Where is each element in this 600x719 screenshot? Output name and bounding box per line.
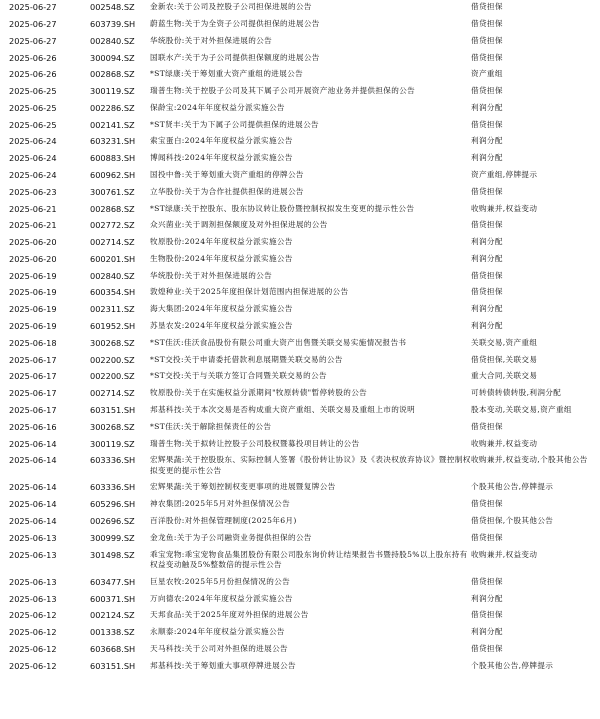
table-row [0, 658, 600, 675]
announcement-title-cell: *ST绿康:关于控股东、股东协议转让股份暨控制权拟发生变更的提示性公告 [150, 203, 415, 213]
stock-code-cell: 300999.SZ [90, 532, 135, 543]
stock-code-cell: 603151.SH [90, 404, 136, 415]
category-tag-cell: 借贷担保 [471, 270, 503, 280]
category-tag-cell: 个股其他公告,停牌提示 [471, 660, 554, 670]
date-cell: 2025-06-12 [9, 610, 57, 621]
category-tag-cell: 利润分配 [471, 136, 503, 146]
date-cell: 2025-06-14 [9, 499, 57, 510]
announcement-title-cell: 天邦食品:关于2025年度对外担保的进展公告 [150, 610, 309, 620]
category-tag-cell: 借贷担保 [471, 2, 503, 12]
table-row [0, 641, 600, 658]
date-cell: 2025-06-25 [9, 102, 57, 113]
table-row [0, 49, 600, 66]
table-row [0, 530, 600, 547]
stock-code-cell: 600201.SH [90, 253, 136, 264]
date-cell: 2025-06-14 [9, 438, 57, 449]
category-tag-cell: 借贷担保,关联交易 [471, 354, 538, 364]
table-row [0, 385, 600, 402]
stock-code-cell: 002200.SZ [90, 354, 135, 365]
category-tag-cell: 资产重组,停牌提示 [471, 170, 538, 179]
table-row [0, 435, 600, 452]
table-row [0, 83, 600, 100]
category-tag-cell: 借贷担保 [471, 576, 503, 586]
date-cell: 2025-06-14 [9, 455, 57, 466]
announcement-title-cell: 金龙鱼:关于为子公司融资业务提供担保的公告 [150, 532, 312, 542]
table-row [0, 574, 600, 591]
announcement-title-cell: 永顺泰:2024年年度权益分派实施公告 [150, 627, 285, 637]
date-cell: 2025-06-19 [9, 270, 57, 281]
announcement-title-cell: 保龄宝:2024年年度权益分派实施公告 [150, 102, 285, 112]
date-cell: 2025-06-17 [9, 371, 57, 382]
date-cell: 2025-06-23 [9, 186, 57, 197]
category-tag-cell: 个股其他公告,停牌提示 [471, 482, 554, 492]
announcement-title-cell: 金新农:关于公司及控股子公司担保进展的公告 [150, 2, 312, 12]
date-cell: 2025-06-17 [9, 354, 57, 365]
table-row [0, 16, 600, 33]
table-row [0, 351, 600, 368]
stock-code-cell: 002548.SZ [90, 2, 135, 13]
table-row [0, 200, 600, 217]
stock-code-cell: 002696.SZ [90, 516, 135, 527]
table-row [0, 167, 600, 184]
category-tag-cell: 关联交易,资产重组 [471, 337, 538, 347]
date-cell: 2025-06-21 [9, 220, 57, 231]
stock-code-cell: 603477.SH [90, 576, 136, 587]
category-tag-cell: 收购兼并,权益变动 [471, 438, 538, 448]
stock-code-cell: 002868.SZ [90, 203, 135, 214]
category-tag-cell: 借贷担保 [471, 610, 503, 620]
date-cell: 2025-06-12 [9, 627, 57, 638]
announcement-title-cell: 众兴菌业:关于调剂担保额度及对外担保进展的公告 [150, 220, 328, 230]
announcement-title-cell: *ST佳沃:佳沃食品股份有限公司重大资产出售暨关联交易实施情况报告书 [150, 337, 407, 347]
date-cell: 2025-06-20 [9, 237, 57, 248]
date-cell: 2025-06-19 [9, 304, 57, 315]
announcement-title-cell: 海大集团:2024年年度权益分派实施公告 [150, 304, 293, 314]
date-cell: 2025-06-13 [9, 576, 57, 587]
table-row [0, 301, 600, 318]
announcement-title-cell: *ST佳沃:关于解除担保责任的公告 [150, 421, 272, 431]
date-cell: 2025-06-13 [9, 549, 57, 560]
category-tag-cell: 借贷担保 [471, 86, 503, 96]
stock-code-cell: 300119.SZ [90, 86, 135, 97]
date-cell: 2025-06-17 [9, 404, 57, 415]
announcement-title-cell: *ST绿康:关于筹划重大资产重组的进展公告 [150, 69, 304, 79]
announcement-title-cell: 百洋股份:对外担保管理制度(2025年6月) [150, 516, 297, 526]
category-tag-cell: 利润分配 [471, 253, 503, 263]
category-tag-cell: 借贷担保 [471, 35, 503, 45]
announcement-title-cell: 邦基科技:关于本次交易是否构成重大资产重组、关联交易及重组上市的说明 [150, 404, 416, 414]
date-cell: 2025-06-12 [9, 660, 57, 671]
category-tag-cell: 利润分配 [471, 321, 503, 331]
announcement-title-cell: 邦基科技:关于筹划重大事项停牌进展公告 [150, 660, 296, 670]
stock-code-cell: 002141.SZ [90, 119, 135, 130]
table-row [0, 513, 600, 530]
stock-code-cell: 002200.SZ [90, 371, 135, 382]
table-row [0, 590, 600, 607]
date-cell: 2025-06-24 [9, 170, 57, 180]
category-tag-cell: 借贷担保 [471, 186, 503, 196]
date-cell: 2025-06-13 [9, 593, 57, 604]
announcement-title-cell: 巨星农牧:2025年5月份担保情况的公告 [150, 576, 291, 586]
announcement-title-cell: 万向德农:2024年年度权益分派实施公告 [150, 593, 293, 603]
date-cell: 2025-06-24 [9, 153, 57, 164]
category-tag-cell: 利润分配 [471, 593, 503, 603]
date-cell: 2025-06-16 [9, 421, 57, 432]
category-tag-cell: 借贷担保 [471, 18, 503, 28]
table-row [0, 184, 600, 201]
stock-code-cell: 600962.SH [90, 170, 136, 180]
announcement-title-cell: 国联水产:关于为子公司提供担保额度的进展公告 [150, 52, 320, 62]
category-tag-cell: 利润分配 [471, 102, 503, 112]
date-cell: 2025-06-25 [9, 86, 57, 97]
announcement-title-cell: 立华股份:关于为合作社提供担保的进展公告 [150, 186, 304, 196]
category-tag-cell: 利润分配 [471, 153, 503, 163]
stock-code-cell: 301498.SZ [90, 549, 135, 560]
table-row [0, 0, 600, 16]
table-row [0, 402, 600, 419]
stock-code-cell: 300119.SZ [90, 438, 135, 449]
date-cell: 2025-06-27 [9, 35, 57, 46]
stock-code-cell: 300761.SZ [90, 186, 135, 197]
date-cell: 2025-06-18 [9, 337, 57, 348]
table-row [0, 624, 600, 641]
stock-code-cell: 002840.SZ [90, 35, 135, 46]
announcement-title-cell: 敦煌种业:关于2025年度担保计划范围内担保进展的公告 [150, 287, 349, 297]
stock-code-cell: 603336.SH [90, 455, 136, 466]
date-cell: 2025-06-25 [9, 119, 57, 130]
table-row [0, 133, 600, 150]
stock-code-cell: 300094.SZ [90, 52, 135, 63]
category-tag-cell: 借贷担保 [471, 52, 503, 62]
stock-code-cell: 600354.SH [90, 287, 136, 298]
category-tag-cell: 资产重组 [471, 69, 503, 79]
category-tag-cell: 利润分配 [471, 627, 503, 637]
table-row [0, 217, 600, 234]
announcement-title-cell: 乖宝宠物:乖宝宠物食品集团股份有限公司股东询价转让结果报告书暨持股5%以上股东持有权益变动触及5%整数倍的提示性公告 [150, 549, 468, 569]
stock-code-cell: 300268.SZ [90, 421, 135, 432]
category-tag-cell: 借贷担保 [471, 499, 503, 509]
stock-code-cell: 603336.SH [90, 482, 136, 493]
announcement-title-cell: 华统股份:关于对外担保进展的公告 [150, 35, 273, 45]
stock-code-cell: 002714.SZ [90, 388, 135, 399]
table-row [0, 452, 600, 479]
date-cell: 2025-06-21 [9, 203, 57, 214]
category-tag-cell: 收购兼并,权益变动,个股其他公告 [471, 455, 588, 465]
table-row [0, 33, 600, 50]
announcement-title-cell: 苏垦农发:2024年年度权益分派实施公告 [150, 321, 293, 331]
table-row [0, 318, 600, 335]
announcement-title-cell: 索宝蛋白:2024年年度权益分派实施公告 [150, 136, 293, 146]
stock-code-cell: 002311.SZ [90, 304, 135, 315]
date-cell: 2025-06-26 [9, 52, 57, 63]
category-tag-cell: 借贷担保 [471, 421, 503, 431]
date-cell: 2025-06-13 [9, 532, 57, 543]
date-cell: 2025-06-19 [9, 287, 57, 298]
table-row [0, 66, 600, 83]
date-cell: 2025-06-17 [9, 388, 57, 399]
table-row [0, 234, 600, 251]
announcement-title-cell: 瑞普生物:关于控股子公司及其下属子公司开展资产池业务并提供担保的公告 [150, 86, 416, 96]
category-tag-cell: 可转债转债转股,利润分配 [471, 388, 562, 398]
category-tag-cell: 借贷担保,个股其他公告 [471, 516, 554, 526]
stock-code-cell: 603231.SH [90, 136, 136, 147]
date-cell: 2025-06-24 [9, 136, 57, 147]
announcement-title-cell: 宏辉果蔬:关于筹划控制权变更事项的进展暨复牌公告 [150, 482, 336, 492]
stock-code-cell: 300268.SZ [90, 337, 135, 348]
stock-code-cell: 600883.SH [90, 153, 136, 164]
stock-code-cell: 603668.SH [90, 643, 136, 654]
stock-code-cell: 002124.SZ [90, 610, 135, 621]
stock-code-cell: 600371.SH [90, 593, 136, 604]
table-row [0, 335, 600, 352]
table-row [0, 368, 600, 385]
table-row [0, 150, 600, 167]
stock-code-cell: 601952.SH [90, 321, 136, 332]
category-tag-cell: 重大合同,关联交易 [471, 371, 538, 381]
announcement-title-cell: 华统股份:关于对外担保进展的公告 [150, 270, 273, 280]
announcement-title-cell: 天马科技:关于公司对外担保的进展公告 [150, 643, 288, 653]
stock-code-cell: 002286.SZ [90, 102, 135, 113]
category-tag-cell: 收购兼并,权益变动 [471, 549, 538, 559]
table-row [0, 100, 600, 117]
category-tag-cell: 借贷担保 [471, 643, 503, 653]
stock-code-cell: 001338.SZ [90, 627, 135, 638]
stock-code-cell: 603151.SH [90, 660, 136, 671]
table-row [0, 479, 600, 496]
stock-code-cell: 002868.SZ [90, 69, 135, 80]
announcement-title-cell: 瑞普生物:关于拟转让控股子公司股权暨募投项目转让的公告 [150, 438, 360, 448]
date-cell: 2025-06-12 [9, 643, 57, 654]
date-cell: 2025-06-26 [9, 69, 57, 80]
announcement-title-cell: *ST贤丰:关于为下属子公司提供担保的进展公告 [150, 119, 319, 129]
category-tag-cell: 利润分配 [471, 304, 503, 314]
table-row [0, 251, 600, 268]
announcement-title-cell: 博闻科技:2024年年度权益分派实施公告 [150, 153, 293, 163]
date-cell: 2025-06-20 [9, 253, 57, 264]
announcement-title-cell: 生物股份:2024年年度权益分派实施公告 [150, 253, 293, 263]
table-row [0, 607, 600, 624]
stock-code-cell: 002772.SZ [90, 220, 135, 231]
announcement-title-cell: 牧原股份:2024年年度权益分派实施公告 [150, 237, 293, 247]
announcement-title-cell: 宏辉果蔬:关于控股股东、实际控制人签署《股份转让协议》及《表决权放弃协议》暨控制权拟变更的提示性公告 [150, 455, 471, 475]
category-tag-cell: 股本变动,关联交易,资产重组 [471, 404, 572, 414]
category-tag-cell: 借贷担保 [471, 532, 503, 542]
date-cell: 2025-06-14 [9, 516, 57, 527]
date-cell: 2025-06-27 [9, 18, 57, 29]
stock-code-cell: 603739.SH [90, 18, 136, 29]
announcement-title-cell: 蔚蓝生物:关于为全资子公司提供担保的进展公告 [150, 18, 320, 28]
table-row [0, 546, 600, 573]
category-tag-cell: 借贷担保 [471, 220, 503, 230]
category-tag-cell: 借贷担保 [471, 287, 503, 297]
category-tag-cell: 借贷担保 [471, 119, 503, 129]
table-row [0, 284, 600, 301]
stock-code-cell: 002840.SZ [90, 270, 135, 281]
announcement-title-cell: 牧原股份:关于在实施权益分派期间"牧原转债"暂停转股的公告 [150, 388, 368, 398]
announcement-title-cell: *ST交投:关于与关联方签订合同暨关联交易的公告 [150, 371, 327, 381]
table-row [0, 116, 600, 133]
category-tag-cell: 收购兼并,权益变动 [471, 203, 538, 213]
stock-code-cell: 002714.SZ [90, 237, 135, 248]
stock-code-cell: 605296.SH [90, 499, 136, 510]
announcement-title-cell: *ST交投:关于申请委托借款利息展期暨关联交易的公告 [150, 354, 343, 364]
date-cell: 2025-06-19 [9, 321, 57, 332]
announcement-title-cell: 国投中鲁:关于筹划重大资产重组的停牌公告 [150, 170, 304, 179]
date-cell: 2025-06-14 [9, 482, 57, 493]
table-row [0, 419, 600, 436]
table-row [0, 268, 600, 285]
category-tag-cell: 利润分配 [471, 237, 503, 247]
date-cell: 2025-06-27 [9, 2, 57, 13]
table-row [0, 496, 600, 513]
announcement-title-cell: 神农集团:2025年5月对外担保情况公告 [150, 499, 291, 509]
